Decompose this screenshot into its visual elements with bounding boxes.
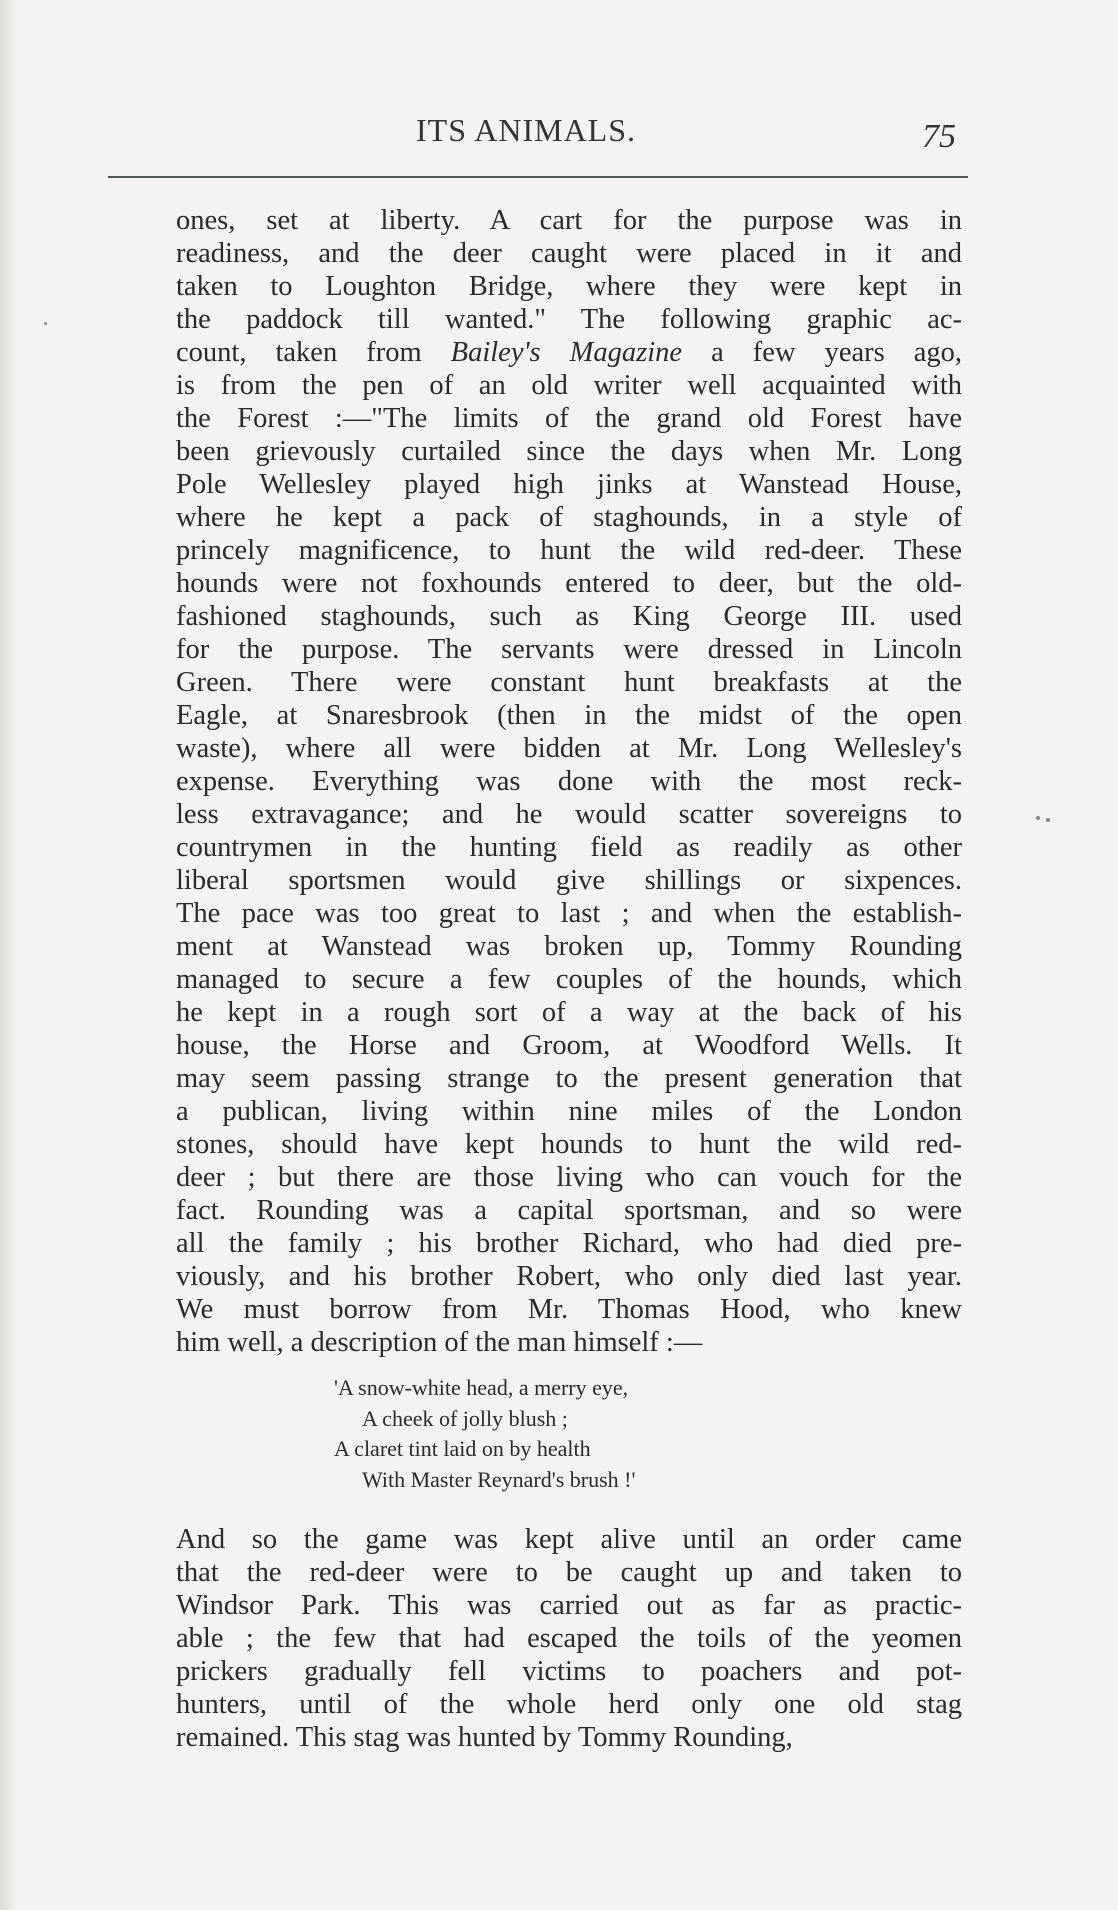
text-line: princely magnificence, to hunt the wild red-deer. These (176, 535, 962, 566)
text-line: ones, set at liberty. A cart for the purpose was in (176, 205, 962, 236)
text-line (176, 336, 962, 369)
text-line: prickers gradually fell victims to poachers and pot- (176, 1656, 962, 1687)
text-line: deer ; but there are those living who can vouch for the (176, 1162, 962, 1193)
page-number: 75 (922, 118, 956, 155)
text-line: he kept in a rough sort of a way at the back of his (176, 997, 962, 1028)
text-segment: a few years ago, (682, 337, 963, 368)
verse-line: A cheek of jolly blush ; (362, 1405, 568, 1431)
paper-speck (1046, 818, 1050, 822)
text-line: liberal sportsmen would give shillings or sixpences. (176, 865, 962, 896)
verse-line: A claret tint laid on by health (334, 1436, 591, 1461)
text-line: viously, and his brother Robert, who only died last year. (176, 1261, 962, 1292)
verse-line: With Master Reynard's brush !' (362, 1466, 636, 1492)
text-line: remained. This stag was hunted by Tommy Rounding, (176, 1722, 793, 1753)
paper-speck (1036, 816, 1040, 820)
text-line: a publican, living within nine miles of the London (176, 1096, 962, 1127)
text-line: fact. Rounding was a capital sportsman, and so were (176, 1195, 962, 1226)
text-line: been grievously curtailed since the days when Mr. Long (176, 436, 962, 467)
verse-quotation (176, 1373, 962, 1495)
text-line: where he kept a pack of staghounds, in a style of (176, 502, 962, 533)
text-line: stones, should have kept hounds to hunt the wild red- (176, 1129, 962, 1160)
text-line: expense. Everything was done with the most reck- (176, 766, 962, 797)
text-line: We must borrow from Mr. Thomas Hood, who knew (176, 1294, 962, 1325)
italic-title: Bailey's Magazine (450, 337, 683, 368)
text-line: hunters, until of the whole herd only one old stag (176, 1689, 962, 1720)
text-line: may seem passing strange to the present generation that (176, 1063, 962, 1094)
header-rule (108, 176, 968, 178)
running-head: ITS ANIMALS. (416, 112, 637, 148)
text-line: countrymen in the hunting field as readily as other (176, 832, 962, 863)
text-line: ment at Wanstead was broken up, Tommy Rounding (176, 931, 962, 962)
page-gutter-shadow (0, 0, 18, 1910)
text-line: house, the Horse and Groom, at Woodford Wells. It (176, 1030, 962, 1061)
text-line: readiness, and the deer caught were placed in it and (176, 238, 962, 269)
paragraph-1 (176, 204, 962, 1359)
text-line: the paddock till wanted." The following graphic ac- (176, 304, 962, 335)
text-line: managed to secure a few couples of the hounds, which (176, 964, 962, 995)
text-line: waste), where all were bidden at Mr. Long Wellesley's (176, 733, 962, 764)
text-line: Eagle, at Snaresbrook (then in the midst of the open (176, 700, 962, 731)
paper-speck (44, 322, 47, 325)
text-line: fashioned staghounds, such as King George III. used (176, 601, 962, 632)
text-line: The pace was too great to last ; and when the establish- (176, 898, 962, 929)
paragraph-2 (176, 1523, 962, 1754)
text-line: hounds were not foxhounds entered to deer, but the old- (176, 568, 962, 599)
text-line: Pole Wellesley played high jinks at Wanstead House, (176, 469, 962, 500)
text-line: Windsor Park. This was carried out as far as practic- (176, 1590, 962, 1621)
text-line: the Forest :—"The limits of the grand old Forest have (176, 403, 962, 434)
text-line: that the red-deer were to be caught up and taken to (176, 1557, 962, 1588)
text-line: him well, a description of the man himself :— (176, 1327, 703, 1358)
text-line: taken to Loughton Bridge, where they were kept in (176, 271, 962, 302)
text-line: And so the game was kept alive until an order came (176, 1524, 962, 1555)
text-line: Green. There were constant hunt breakfasts at the (176, 667, 962, 698)
text-line: for the purpose. The servants were dressed in Lincoln (176, 634, 962, 665)
verse-line: 'A snow-white head, a merry eye, (334, 1375, 629, 1400)
text-line: all the family ; his brother Richard, who had died pre- (176, 1228, 962, 1259)
text-segment: count, taken from (176, 337, 451, 368)
text-line: less extravagance; and he would scatter sovereigns to (176, 799, 962, 830)
text-line: able ; the few that had escaped the toils of the yeomen (176, 1623, 962, 1654)
body-text (176, 204, 962, 1754)
text-line: is from the pen of an old writer well acquainted with (176, 370, 962, 401)
